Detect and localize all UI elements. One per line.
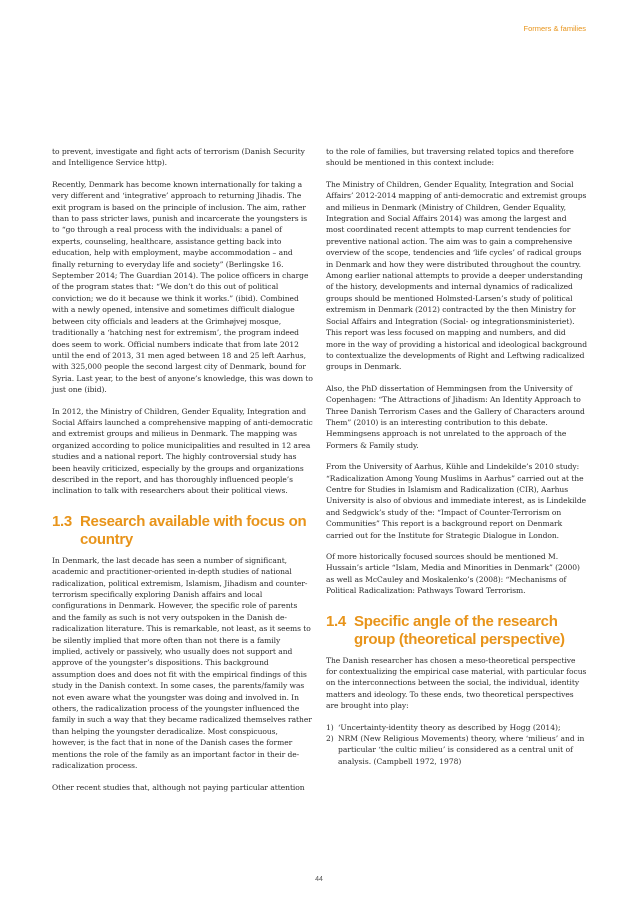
paragraph: Of more historically focused sources should be mentioned M. Hussain’s article “Islam, Media and Minorities in Denmark” (2000) as well as McCauley and Moskalenko’s (2008): “Mechanisms of Political Radicalization: Pathways Toward Terrorism.	[326, 552, 580, 596]
paragraph: The Danish researcher has chosen a meso-theoretical perspective for contextualizing the empirical case material, with particular focus on the interconnections between the social, the individual, identity matters and ideology. To these ends, two theoretical perspectives are brought into play:	[326, 655, 587, 711]
list-text: NRM (New Religious Movements) theory, where ‘milieus’ and in particular ‘the cultic milieu’ is considered as a central unit of analysis. (Campbell 1972, 1978)	[338, 734, 585, 766]
section-number: 1.3	[52, 512, 72, 530]
paragraph: From the University of Aarhus, Kühle and Lindekilde’s 2010 study: “Radicalization Among Young Muslims in Aarhus” carried out at the Centre for Studies in Islamism and Radicalization (CIR), Aarhus University is also of obvious and immediate interest, as is Lindekilde and Sedgwick’s study of the: “Impact of Counter-Terrorism on Communities” This report is a background report on Denmark carried out for the Institute for Strategic Dialogue in London.	[326, 462, 587, 540]
paragraph: The Ministry of Children, Gender Equality, Integration and Social Affairs’ 2012-2014 mapping of anti-democratic and extremist groups and milieus in Denmark (Ministry of Children, Gender Equality, Integration and Social Affairs 2014) was among the largest and most coordinated recent attempts to map current tendencies for preventive national action. The aim was to gain a comprehensive overview of the scope, tendencies and ‘life cycles’ of radical groups in Denmark and how they were distributed throughout the country. Among earlier national attempts to provide a deeper understanding of the history, developments and internal dynamics of radicalized groups should be mentioned Holmsted-Larsen’s study of political extremism in Denmark (2012) contracted by the then Ministry for Social Affairs and Integration (Social- og integrationsministeriet). This report was less focused on mapping and numbers, and did more in the way of providing a historical and ideological background to contextualize the developments of Right and Leftwing radicalized groups in Denmark.	[326, 179, 587, 372]
list-item	[326, 733, 587, 767]
paragraph: Other recent studies that, although not paying particular attention	[52, 782, 305, 792]
paragraph: In Denmark, the last decade has seen a number of significant, academic and practitioner-oriented in-depth studies of national radicalization, political extremism, Islamism, Jihadism and counter-terrorism specifically exploring Danish affairs and local configurations in Denmark. However, the specific role of parents and the family as such is not very outspoken in the Danish de-radicalization literature. This is remarkable, not least, as it seems to be silently implied that more often than not there is a family implied, actively or passively, who usually does not support and approve of the youngster’s dispositions. This background assumption does and does not fit with the empirical findings of this study in the Danish context. In some cases, the parents/family was not even aware what the youngster was doing and involved in. In others, the radicalization process of the youngster influenced the family in such a way that they became radicalized themselves rather than helping the youngster deradicalize. Most conspicuous, however, is the fact that in none of the Danish cases the former mentions the role of the family as an important factor in their de-radicalization process.	[52, 555, 312, 771]
right-column	[326, 146, 587, 767]
section-heading-1-3	[52, 513, 313, 549]
section-heading-1-4	[326, 613, 587, 649]
list-item	[326, 722, 587, 733]
list-text: ‘Uncertainty-identity theory as described by Hogg (2014);	[338, 722, 561, 732]
section-title: Research available with focus on country	[80, 512, 307, 548]
list-marker: 1)	[326, 722, 334, 732]
paragraph: Recently, Denmark has become known internationally for taking a very different and ‘integrative’ approach to returning Jihadis. The exit program is based on the principle of inclusion. The aim, rather than to pass stricter laws, punish and incarcerate the youngsters is to “go through a real process with the individuals: a panel of experts, counseling, healthcare, assistance getting back into education, help with employment, maybe accommodation – and finally returning to everyday life and society” (Berlingske 16. September 2014; The Guardian 2014). The police officers in charge of the program states that: “We don’t do this out of political conviction; we do it because we think it works.” (ibid). Combined with a newly opened, intensive and sometimes difficult dialogue between city officials and leaders at the Grimhøjvej mosque, traditionally a ‘hatching nest for extremism’, the program indeed does seem to work. Official numbers indicate that from late 2012 until the end of 2013, 31 men aged between 18 and 25 left Aarhus, with 325,000 people the second largest city of Denmark, bound for Syria. Last year, to the best of anyone’s knowledge, this was down to just one (ibid).	[52, 179, 313, 395]
left-column	[52, 146, 313, 793]
page-number: 44	[315, 876, 323, 883]
running-header: Formers & families	[523, 24, 586, 33]
list-marker: 2)	[326, 734, 334, 744]
paragraph: Also, the PhD dissertation of Hemmingsen from the University of Copenhagen: “The Attractions of Jihadism: An Identity Approach to Three Danish Terrorism Cases and the Gallery of Characters around Them” (2010) is an interesting contribution to this debate. Hemmingsens approach is not unrelated to the approach of the Formers & Family study.	[326, 383, 585, 450]
paragraph: In 2012, the Ministry of Children, Gender Equality, Integration and Social Affairs launched a comprehensive mapping of anti-democratic and extremist groups and milieus in Denmark. The mapping was organized according to police municipalities and resulted in 12 area studies and a national report. The highly controversial study has been heavily criticized, especially by the groups and organizations described in the report, and has thoroughly influenced people’s inclination to talk with researchers about their political views.	[52, 406, 313, 496]
paragraph: to prevent, investigate and fight acts of terrorism (Danish Security and Intelligence Service http).	[52, 147, 305, 168]
section-title: Specific angle of the research group (theoretical perspective)	[354, 612, 565, 648]
numbered-list	[326, 722, 587, 768]
paragraph: to the role of families, but traversing related topics and therefore should be mentioned in this context include:	[326, 147, 574, 168]
section-number: 1.4	[326, 612, 346, 630]
